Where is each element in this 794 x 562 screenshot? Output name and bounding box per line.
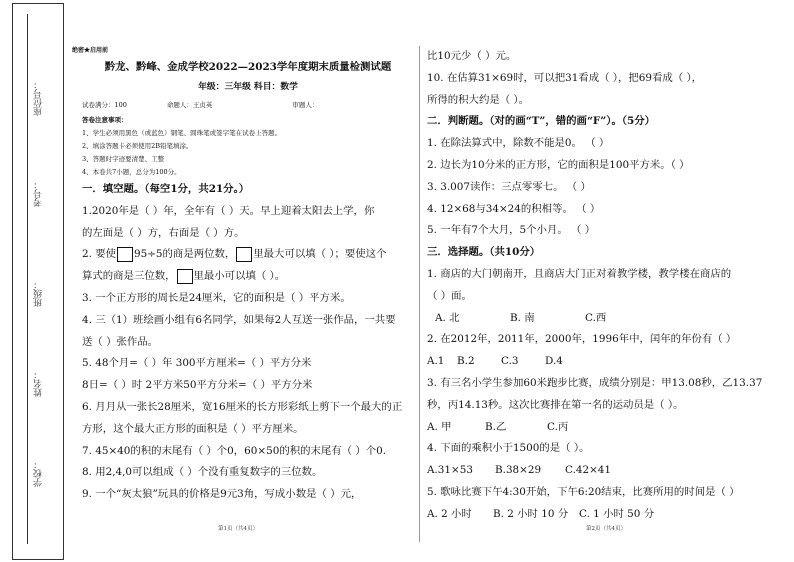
question-3: 3. 一个正方形的周长是24厘米，它的面积是（ ）平方米。 <box>82 291 351 304</box>
choice-2-options <box>427 351 772 373</box>
question-8: 8. 用2,4,0可以组成（ ）个没有重复数字的三位数。 <box>82 466 323 479</box>
page-number-2: 第2页（共4页） <box>586 526 626 532</box>
full-score: 试卷满分：100 <box>82 101 127 109</box>
exam-title: 黔龙、黔峰、金成学校2022—2023学年度期末质量检测试题 <box>104 61 392 73</box>
binding-margin <box>0 0 66 562</box>
question-4-a: 4. 三（1）班绘画小组有6名同学，如果每2人互送一张作品，一共要 <box>82 313 396 326</box>
question-9-b: 比10元少（ ）元。 <box>427 50 517 62</box>
question-10-b: 所得的积大约是（ ）。 <box>427 93 530 106</box>
reviewer: 审题人： <box>292 101 319 109</box>
judge-3: 3. 3.007读作：三点零零七。 （ ） <box>427 180 591 193</box>
choice-2: 2. 在2012年，2011年，2000年，1996年中，闰年的年份有（ ） <box>427 333 737 346</box>
option: A.1 <box>427 355 445 368</box>
seat-label: 座位号： <box>34 80 44 116</box>
choice-4: 4. 下面的乘积小于1500的是（ ）。 <box>427 442 590 455</box>
option: A. 甲 <box>427 420 452 433</box>
secret-tag: 绝密★启用前 <box>72 47 109 54</box>
section-fill-blank: 一．填空题。（每空1分，共21分。） <box>82 183 250 195</box>
note-2: 2、填涂答题卡必须使用2B铅笔填涂。 <box>82 142 193 150</box>
class-label: 班级： <box>34 280 44 307</box>
option: D.4 <box>545 355 563 368</box>
binding-inner-line <box>27 14 28 544</box>
choice-3-options <box>427 417 772 439</box>
question-5-b: 8日=（ ）时 2平方米50平方分米=（ ）平方分米 <box>82 379 313 392</box>
choice-5-options <box>427 504 772 526</box>
note-4: 4、本卷共7小题，总分为100分。 <box>82 168 181 176</box>
option: C.42×41 <box>565 464 612 477</box>
option: A.31×53 <box>427 464 473 477</box>
choice-1-a: 1. 商店的大门朝南开，且商店大门正对着教学楼，教学楼在商店的 <box>427 267 732 280</box>
choice-3-b: 秒，丙14.13秒。这次比赛排在第一名的运动员是（ ）。 <box>427 398 684 411</box>
choice-5: 5. 歌咏比赛下午4:30开始，下午6:20结束，比赛所用的时间是（ ） <box>427 485 740 498</box>
note-3: 3、答题时字迹要清楚、工整 <box>82 155 165 163</box>
exam-info <box>82 96 414 114</box>
question-2-b: 算式的商是三位数， 里最小可以填（ ）。 <box>82 270 286 283</box>
option: B. 南 <box>510 311 535 324</box>
option: A. 北 <box>435 311 460 324</box>
option: B.2 <box>457 355 475 368</box>
answer-box <box>236 247 252 262</box>
question-7: 7. 45×40的积的末尾有（ ）个0，60×50的积的末尾有（ ）个0. <box>82 444 387 457</box>
question-5-a: 5. 48个月=（ ）年 300平方厘米=（ ）平方分米 <box>82 357 312 370</box>
option: C.丙 <box>547 420 569 433</box>
question-10-a: 10. 在估算31×69时，可以把31看成（ ），把69看成（ ）， <box>427 71 703 84</box>
option: B.乙 <box>485 420 507 433</box>
option: B. 2 小时 10 分 <box>493 507 569 520</box>
author: 命题人：王贞英 <box>166 101 213 109</box>
choice-4-options <box>427 460 772 482</box>
option: A. 2 小时 <box>427 507 472 520</box>
note-1: 1、学生必须用黑色（或蓝色）钢笔、圆珠笔或签字笔在试卷上答题。 <box>82 129 282 137</box>
school-label: 学校： <box>34 460 44 487</box>
grade-subject: 年级：三年级 科目：数学 <box>198 82 298 92</box>
choice-3-a: 3. 有三名小学生参加60米跑步比赛，成绩分别是：甲13.08秒，乙13.37 <box>427 376 763 389</box>
page-two <box>427 46 772 526</box>
option: B.38×29 <box>495 464 542 477</box>
judge-5: 5. 一年有7个大月，5个小月。 （ ） <box>427 224 596 237</box>
judge-1: 1. 在除法算式中，除数不能是0。 （ ） <box>427 137 610 150</box>
question-9: 9. 一个“灰太狼”玩具的价格是9元3角，写成小数是（ ）元， <box>82 488 362 501</box>
option: C.西 <box>585 311 607 324</box>
question-1-b: 的左面是（ ）方，右面是（ ）方。 <box>82 226 245 239</box>
choice-1-options <box>427 308 772 330</box>
choice-1-b: （ ）面。 <box>427 289 472 302</box>
page-number-1: 第1页（共4页） <box>218 526 258 532</box>
exam-no-label: 考号： <box>34 180 44 207</box>
question-6-a: 6. 月月从一张长28厘米，宽16厘米的长方形彩纸上剪下一个最大的正 <box>82 400 403 413</box>
question-6-b: 方形，这个最大正方形的面积是（ ）平方厘米。 <box>82 422 304 435</box>
question-4-b: 送（ ）张作品。 <box>82 335 159 348</box>
name-label: 姓名： <box>34 370 44 397</box>
judge-4: 4. 12×68与34×24的积相等。 （ ） <box>427 202 601 215</box>
option: C. 1 小时 50 分 <box>579 507 655 520</box>
judge-2: 2. 边长为10分米的正方形，它的面积是100平方米。（ ） <box>427 158 690 171</box>
question-1-a: 1.2020年是（ ）年，全年有（ ）天。早上迎着太阳去上学，你 <box>82 204 375 217</box>
answer-box <box>117 247 133 262</box>
page-one <box>72 46 414 506</box>
section-choice: 三．选择题。（共10分） <box>427 246 541 259</box>
page-divider <box>419 46 420 542</box>
section-judge: 二．判断题。（对的画“T”，错的画“F”）。（5分） <box>427 115 656 128</box>
question-2-a: 2. 要使 95÷5的商是两位数， 里最大可以填（ ）；要使这个 <box>82 248 387 261</box>
option: C.3 <box>501 355 519 368</box>
notes-title: 答卷注意事项： <box>82 116 128 124</box>
answer-box <box>177 269 193 284</box>
